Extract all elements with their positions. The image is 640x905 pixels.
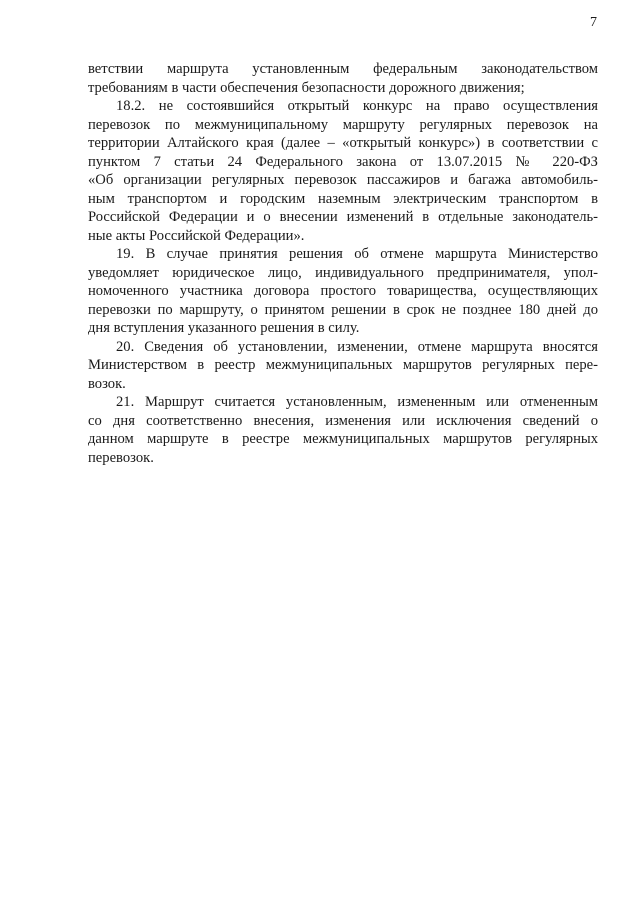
text-line: «Об организации регулярных перевозок пассажиров и багажа автомобиль- <box>88 172 598 188</box>
text-line: номоченного участника договора простого товарищества, осуществляющих <box>88 283 598 299</box>
text-line: 18.2. не состоявшийся открытый конкурс на право осуществления <box>116 98 598 114</box>
text-line: данном маршруте в реестре межмуниципальных маршрутов регулярных <box>88 431 598 447</box>
text-line: ные акты Российской Федерации». <box>88 227 305 244</box>
text-line: дня вступления указанного решения в силу. <box>88 320 360 336</box>
paragraph-20 <box>88 338 598 394</box>
text-line: уведомляет юридическое лицо, индивидуального предпринимателя, упол- <box>88 264 598 281</box>
text-line: 19. В случае принятия решения об отмене маршрута Министерство <box>116 246 598 262</box>
text-line: перевозок. <box>88 449 154 466</box>
text-line: 20. Сведения об установлении, изменении, отмене маршрута вносятся <box>116 338 598 355</box>
text-line: пунктом 7 статьи 24 Федерального закона от 13.07.2015 № 220-ФЗ <box>88 153 598 170</box>
paragraph-continuation <box>88 60 598 97</box>
document-body <box>88 60 598 467</box>
paragraph-21 <box>88 393 598 467</box>
text-line: 21. Маршрут считается установленным, измененным или отмененным <box>116 394 598 410</box>
text-line: Российской Федерации и о внесении изменений в отдельные законодатель- <box>88 209 598 225</box>
text-line: ным транспортом и городским наземным электрическим транспортом в <box>88 190 598 207</box>
text-line: со дня соответственно внесения, изменения или исключения сведений о <box>88 412 598 429</box>
paragraph-18-2 <box>88 97 598 245</box>
page-number: 7 <box>590 15 597 30</box>
text-line: территории Алтайского края (далее – «открытый конкурс») в соответствии с <box>88 135 598 151</box>
text-line: перевозок по межмуниципальному маршруту регулярных перевозок на <box>88 116 598 133</box>
text-line: требованиям в части обеспечения безопасности дорожного движения; <box>88 79 525 96</box>
text-line: ветствии маршрута установленным федеральным законодательством <box>88 61 598 77</box>
paragraph-19 <box>88 245 598 338</box>
text-line: возок. <box>88 375 126 392</box>
text-line: Министерством в реестр межмуниципальных маршрутов регулярных пере- <box>88 357 598 373</box>
text-line: перевозки по маршруту, о принятом решении в срок не позднее 180 дней до <box>88 301 598 318</box>
